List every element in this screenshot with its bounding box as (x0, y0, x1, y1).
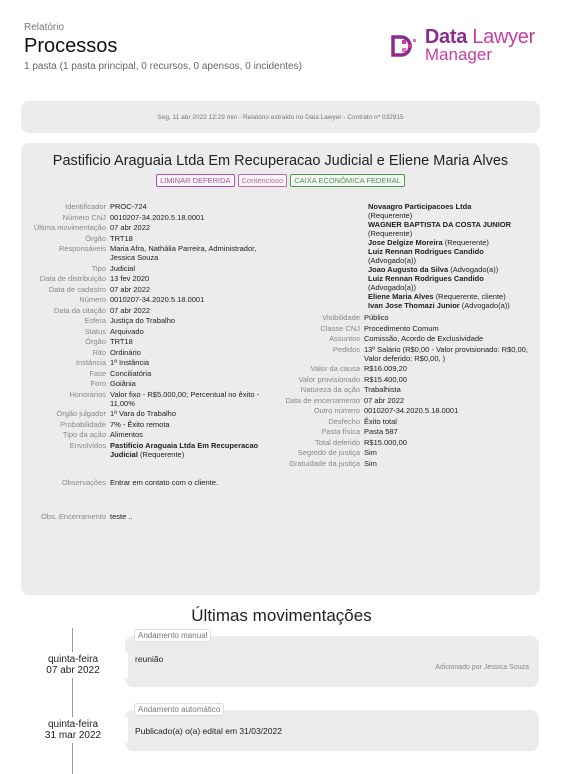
field-row (283, 385, 538, 394)
field-value: Público (364, 313, 389, 322)
movement-date (18, 717, 128, 743)
field-row (29, 306, 294, 315)
field-label: Observações (61, 478, 106, 487)
field-label: Desfecho (328, 416, 360, 426)
field-value (110, 441, 280, 459)
field-value: Sim (364, 458, 377, 468)
party-role: (Advogado(a)) (368, 283, 416, 292)
report-header (24, 22, 302, 72)
field-row (283, 375, 538, 384)
field-value: Sim (364, 448, 377, 457)
field-label: Classe CNJ (320, 323, 360, 333)
field-label: Valor da causa (310, 364, 360, 373)
tag-caixa-economica: CAIXA ECONÔMICA FEDERAL (290, 174, 405, 187)
field-label: Data de encerramento (285, 395, 360, 405)
field-value: teste .. (110, 511, 133, 521)
field-label: Envolvidos (69, 440, 106, 450)
field-value: TRT18 (110, 337, 133, 346)
logo-word-data: Data (424, 26, 468, 48)
field-value: Maria Afra, Nathália Parreira, Administrador, Jessica Souza (110, 244, 257, 262)
field-label: Responsáveis (58, 244, 106, 253)
field-row (29, 348, 294, 357)
field-row (283, 396, 538, 405)
report-subtitle: Relatório (24, 22, 65, 33)
field-value: 07 abr 2022 (110, 284, 151, 294)
field-row (283, 438, 538, 447)
envolvido-name: Pastificio Araguaia Ltda Em Recuperacao Judicial (110, 440, 259, 459)
field-label: Obs. Encerramento (40, 511, 106, 521)
report-meta-bar (21, 101, 540, 133)
field-label: Número (79, 295, 106, 304)
movement-type-label: Andamento automático (134, 703, 224, 716)
field-label: Outro número (313, 406, 360, 415)
envolvido-role: (Requerente) (140, 449, 185, 459)
field-value: 07 abr 2022 (110, 305, 151, 315)
field-value: 1ª Vara do Trabalho (110, 409, 177, 418)
report-meta-text: Seg, 11 abr 2022 12:29 min - Relatório extraído no Data Lawyer - Contrato nº 032915 (157, 113, 404, 121)
field-value: R$16.009,20 (364, 364, 407, 373)
party-name: Jose Delgize Moreira (368, 238, 443, 247)
field-value: Trabalhista (364, 385, 401, 394)
movement-text: reunião (135, 654, 164, 664)
party-role: (Advogado(a)) (368, 256, 416, 265)
party-item (368, 265, 538, 274)
field-label: Órgão julgador (56, 409, 106, 418)
case-tags (21, 174, 540, 187)
page-title: Processos (24, 35, 118, 57)
field-value: Arquivado (110, 326, 144, 336)
field-row (283, 459, 538, 468)
field-row (29, 202, 294, 211)
field-row (283, 324, 538, 333)
field-row (283, 448, 538, 457)
field-row (29, 274, 294, 283)
field-label: Número CNJ (62, 212, 106, 222)
party-item (368, 274, 538, 292)
party-item (368, 220, 538, 238)
field-value: 07 abr 2022 (364, 395, 405, 405)
field-label: Assuntos (329, 334, 360, 343)
field-row (283, 406, 538, 415)
movement-weekday: quinta-feira (47, 719, 99, 730)
field-label: Tipo (91, 263, 106, 273)
movement-text: Publicado(a) o(a) edital em 31/03/2022 (135, 726, 282, 736)
party-item (368, 292, 538, 301)
party-name: Eliene Maria Alves (368, 292, 434, 301)
field-value: R$15.400,00 (364, 374, 407, 384)
logo-word-lawyer: Lawyer (472, 26, 535, 48)
field-value: Êxito total (364, 416, 397, 426)
field-row (29, 264, 294, 273)
field-label: Data de distribuição (39, 274, 106, 283)
field-row (283, 334, 538, 343)
field-value: Ordinário (110, 347, 141, 357)
field-value: Valor fixo - R$5.000,00; Percentual no êxito - 11,00% (110, 389, 260, 408)
party-role: (Requerente) (368, 211, 413, 220)
parties-list (368, 202, 538, 310)
field-row (29, 244, 294, 262)
party-role: (Advogado(a)) (450, 265, 499, 274)
case-title: Pastificio Araguaia Ltda Em Recuperacao Judicial e Eliene Maria Alves (52, 153, 509, 169)
movement-author: Adicionado por Jessica Souza (435, 664, 529, 671)
field-label: Rito (92, 347, 106, 357)
movement-card (125, 710, 539, 751)
party-name: WAGNER BAPTISTA DA COSTA JUNIOR (368, 220, 512, 229)
data-lawyer-logo-icon (389, 31, 419, 61)
field-row (29, 327, 294, 336)
field-row (29, 379, 294, 388)
field-label: Esfera (84, 316, 106, 325)
field-label: Identificador (65, 202, 106, 211)
field-label: Órgão (85, 337, 106, 346)
field-value: 13 fev 2020 (110, 274, 150, 283)
field-value: 7% - Êxito remota (110, 419, 170, 429)
party-item (368, 238, 538, 247)
field-row (283, 313, 538, 322)
field-value: PROC-724 (110, 202, 147, 211)
case-fields-right (283, 202, 538, 469)
field-label: Valor provisionado (298, 374, 360, 384)
field-row (283, 345, 538, 363)
field-label: Tipo da ação (62, 430, 106, 439)
party-item (368, 247, 538, 265)
movements-title: Últimas movimentações (191, 606, 372, 625)
field-row (29, 223, 294, 232)
logo-word-manager: Manager (424, 45, 492, 64)
field-envolvidos (29, 441, 294, 459)
party-name: Luiz Rennan Rodrigues Candido (368, 247, 484, 256)
field-row (283, 427, 538, 436)
field-row (283, 417, 538, 426)
field-value: 1ª Instância (110, 358, 150, 367)
field-row (29, 234, 294, 243)
tag-contencioso: Contencioso (238, 174, 288, 187)
field-value: 0010207-34.2020.5.18.0001 (110, 295, 205, 304)
field-label: Fase (89, 368, 106, 378)
movement-day: 31 mar 2022 (44, 730, 102, 741)
field-value: Justiça do Trabalho (110, 316, 176, 325)
field-row (29, 369, 294, 378)
field-observacoes (29, 478, 294, 487)
field-value: Judicial (110, 263, 136, 273)
field-label: Natureza da ação (300, 385, 360, 394)
field-row (29, 390, 294, 408)
party-name: Novaagro Participacoes Ltda (368, 202, 472, 211)
field-value: 13º Salário (R$0,00 - Valor provisionado: R$0,00, Valor deferido: R$0,00, ) (364, 344, 528, 363)
tag-liminar-deferida: LIMINAR DEFERIDA (156, 174, 234, 187)
field-obs-encerramento (29, 512, 294, 521)
field-row (29, 285, 294, 294)
field-value: Pasta 587 (364, 427, 398, 436)
field-value: TRT18 (110, 233, 133, 243)
field-label: Total deferido (314, 437, 360, 447)
field-label: Data de cadastro (48, 284, 106, 294)
movement-type-label: Andamento manual (134, 629, 211, 642)
field-label: Foro (90, 379, 106, 388)
party-name: Luiz Rennan Rodrigues Candido (368, 274, 484, 283)
movement-card (125, 636, 539, 687)
field-row (29, 358, 294, 367)
field-value: Comissão, Acordo de Exclusividade (364, 334, 484, 343)
movement-weekday: quinta-feira (47, 654, 99, 665)
party-role: (Requerente) (444, 238, 489, 247)
party-role: (Requerente, cliente) (435, 292, 506, 301)
party-name: Ivan Jose Thomazi Junior (368, 301, 460, 310)
field-value: 0010207-34.2020.5.18.0001 (110, 212, 205, 222)
movement-date (18, 652, 128, 678)
case-card (21, 143, 540, 595)
field-row (29, 430, 294, 439)
field-label: Data da citação (53, 305, 106, 315)
party-role: (Advogado(a)) (461, 301, 510, 310)
field-value: 07 abr 2022 (110, 223, 151, 232)
field-label: Honorários (69, 389, 106, 399)
party-item (368, 202, 538, 220)
timeline-line (72, 628, 73, 774)
field-value: R$15.000,00 (364, 437, 407, 447)
data-lawyer-logo (389, 28, 535, 63)
field-row (29, 213, 294, 222)
field-row (283, 364, 538, 373)
party-item (368, 301, 538, 310)
field-label: Visibilidade (322, 313, 360, 322)
field-label: Gratuidade da justiça (289, 458, 360, 468)
field-value: Conciliatória (110, 368, 152, 378)
field-value: 0010207-34.2020.5.18.0001 (364, 406, 459, 415)
field-row (29, 420, 294, 429)
field-row (29, 409, 294, 418)
field-label: Instância (75, 358, 106, 367)
field-row (29, 337, 294, 346)
field-row (29, 316, 294, 325)
party-name: Joao Augusto da Silva (368, 265, 449, 274)
field-label: Última movimentação (33, 223, 106, 232)
field-label: Pedidos (332, 344, 360, 354)
field-label: Órgão (85, 233, 106, 243)
field-label: Probabilidade (60, 419, 106, 429)
field-row (29, 295, 294, 304)
field-label: Pasta física (321, 427, 360, 436)
field-value: Goiânia (110, 379, 136, 388)
report-description: 1 pasta (1 pasta principal, 0 recursos, 0 apensos, 0 incidentes) (24, 61, 302, 72)
field-value: Alimentos (110, 430, 143, 439)
field-label: Status (84, 326, 106, 336)
field-value: Procedimento Comum (364, 323, 439, 333)
field-label: Segredo de justiça (297, 448, 360, 457)
movement-day: 07 abr 2022 (46, 665, 100, 676)
case-fields-left (29, 202, 294, 522)
field-value: Entrar em contato com o cliente. (110, 478, 218, 487)
party-role: (Requerente) (368, 229, 413, 238)
